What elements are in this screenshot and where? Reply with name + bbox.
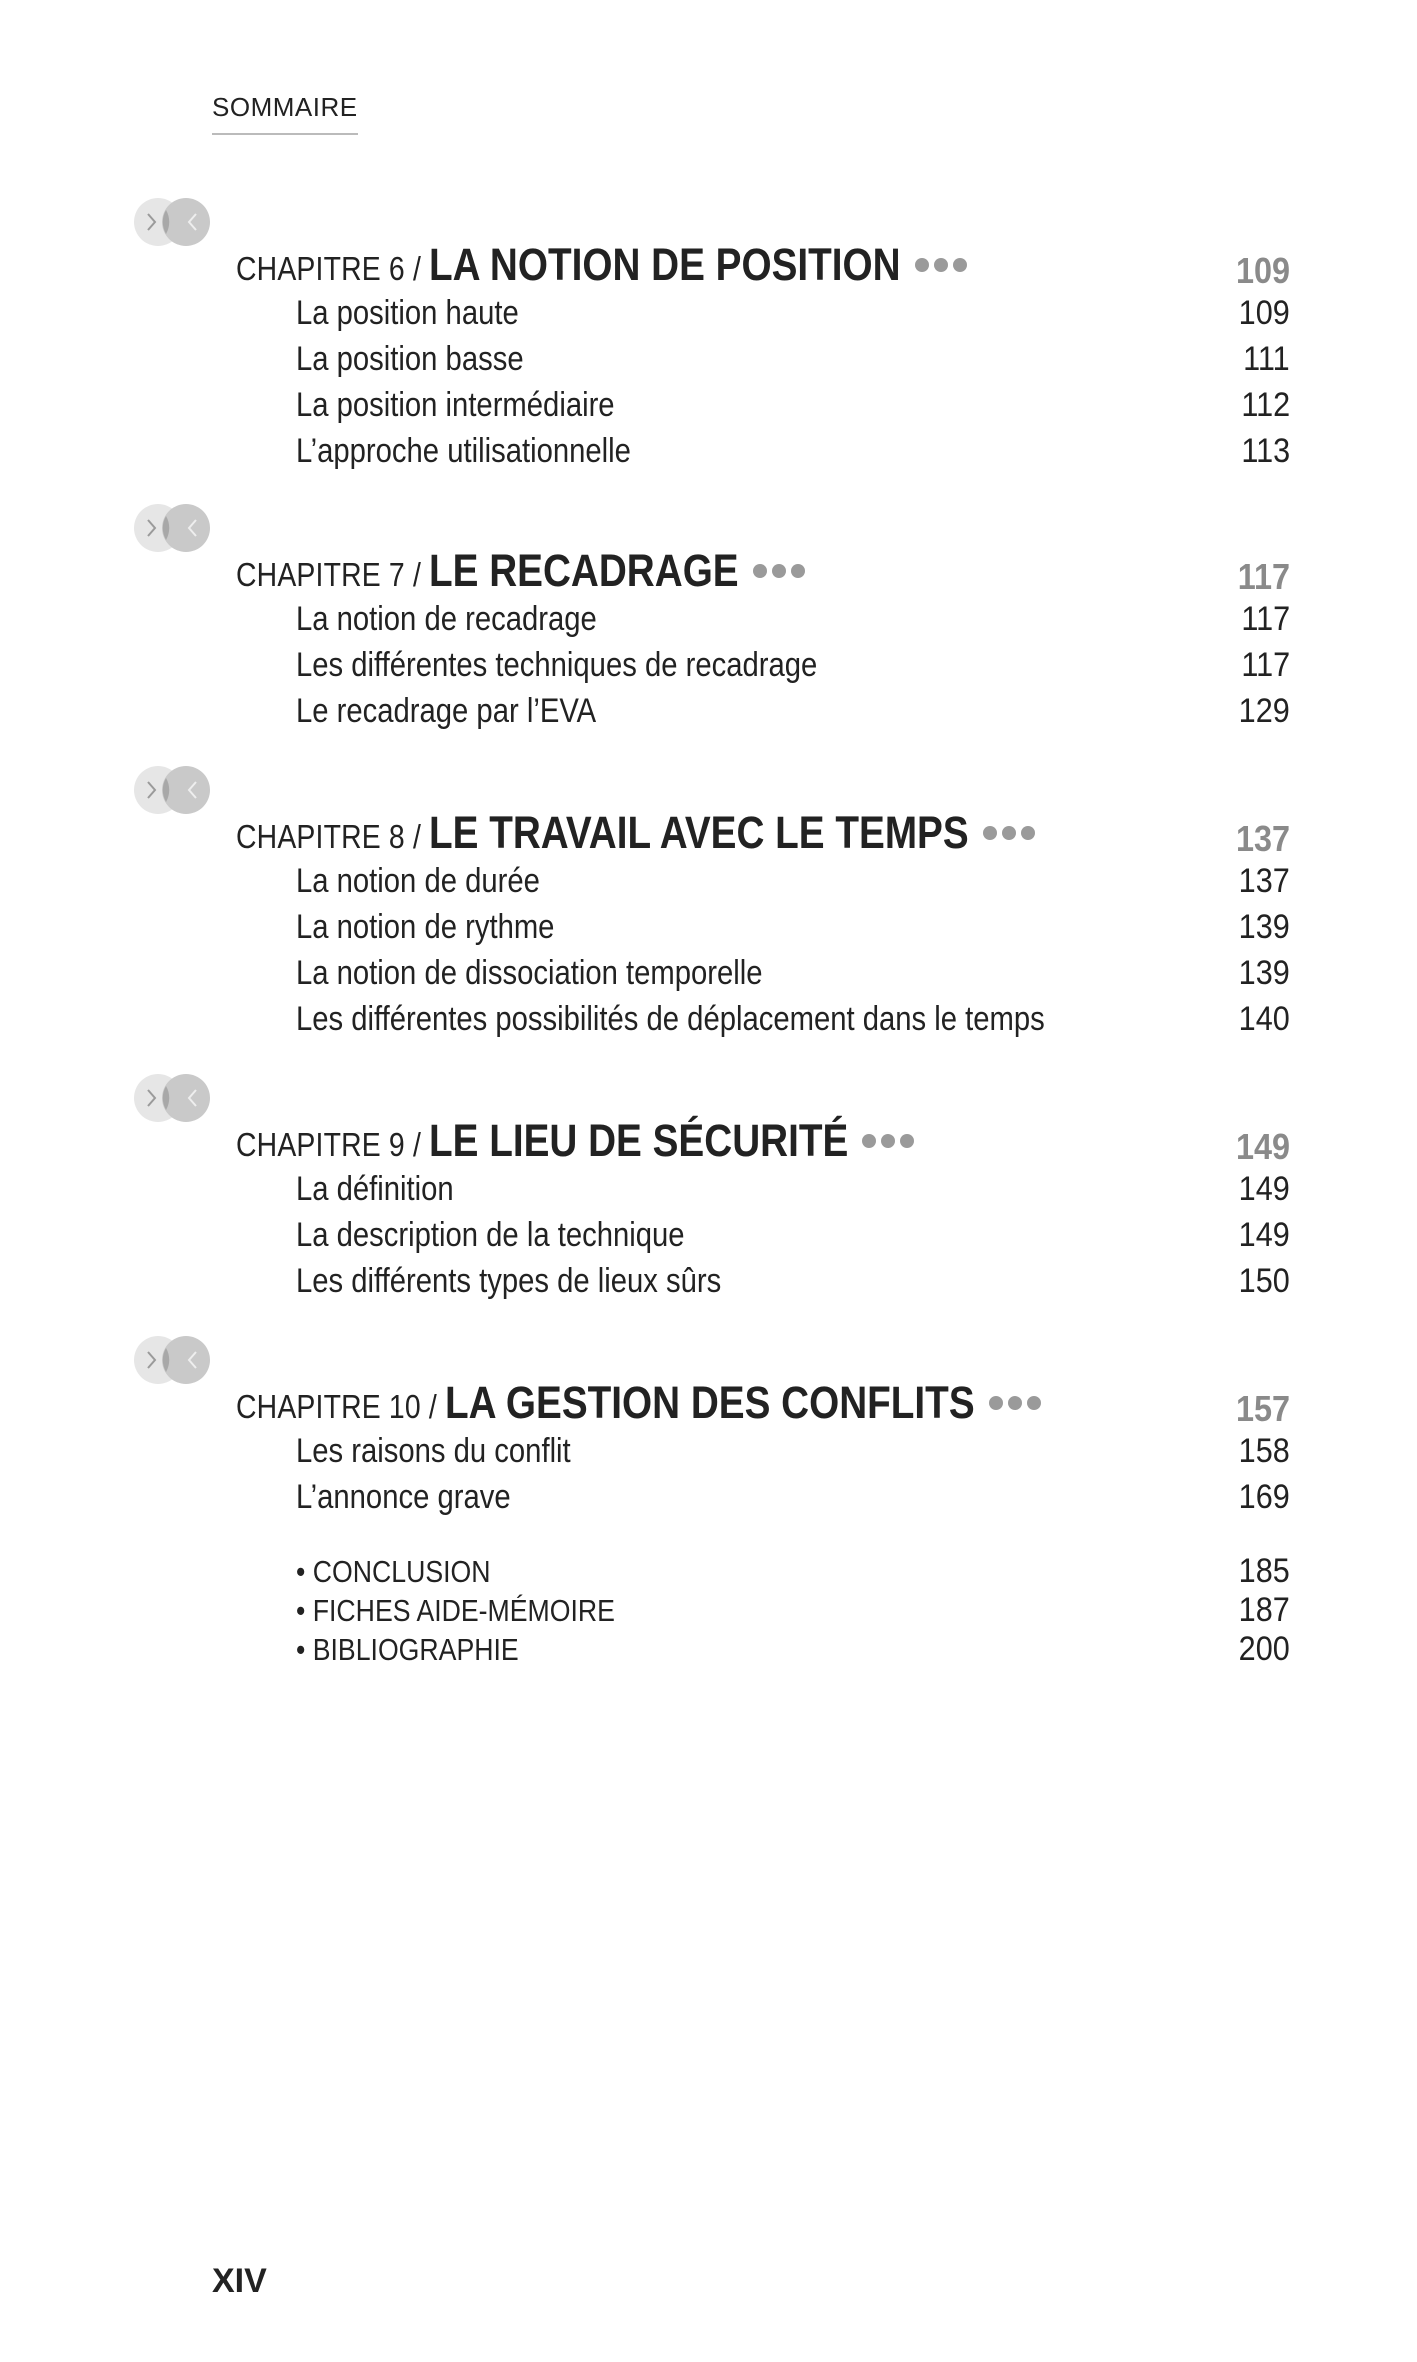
entry-title: La position intermédiaire <box>296 385 615 424</box>
entry-page: 139 <box>1238 907 1290 946</box>
chapter-prefix: CHAPITRE 8 / <box>236 818 422 855</box>
chapter-page-number: 109 <box>1235 250 1290 291</box>
entry-page: 112 <box>1241 385 1290 424</box>
entry-page: 185 <box>1238 1552 1290 1590</box>
entry-title: • FICHES AIDE-MÉMOIRE <box>296 1592 615 1628</box>
toc-entry <box>296 950 1290 996</box>
entry-title: • BIBLIOGRAPHIE <box>296 1631 519 1667</box>
toc-entry <box>296 596 1290 642</box>
ellipsis-dots-icon <box>753 564 805 578</box>
entry-page: 109 <box>1238 293 1290 332</box>
entry-page: 117 <box>1241 599 1290 638</box>
toc-entry <box>296 1212 1290 1258</box>
chapter-title: LE RECADRAGE <box>429 545 739 596</box>
chapter-prefix: CHAPITRE 10 / <box>236 1388 437 1425</box>
chapter-heading <box>236 1374 1290 1429</box>
entry-page: 137 <box>1238 861 1290 900</box>
entry-title: Le recadrage par l’EVA <box>296 691 597 730</box>
entry-title: La description de la technique <box>296 1215 685 1254</box>
chapter-entries <box>296 1166 1290 1304</box>
chapter-heading <box>236 804 1290 859</box>
ellipsis-dots-icon <box>983 826 1035 840</box>
chapter-marker-icon <box>130 1332 214 1388</box>
chapter-title: LA NOTION DE POSITION <box>429 239 901 290</box>
chapter-page-number: 149 <box>1235 1126 1290 1167</box>
entry-page: 113 <box>1241 431 1290 470</box>
toc-entry <box>296 428 1290 474</box>
entry-page: 117 <box>1241 645 1290 684</box>
entry-title: La notion de recadrage <box>296 599 597 638</box>
toc-entry <box>296 290 1290 336</box>
ellipsis-dots-icon <box>862 1134 914 1148</box>
entry-title: Les différentes possibilités de déplacement dans le temps <box>296 999 1045 1038</box>
ellipsis-dots-icon <box>915 258 967 272</box>
running-header: SOMMAIRE <box>212 92 358 135</box>
back-matter-list <box>296 1552 1290 1669</box>
entry-page: 149 <box>1238 1169 1290 1208</box>
entry-title: La position basse <box>296 339 524 378</box>
entry-title: La position haute <box>296 293 519 332</box>
chapter-heading <box>236 542 1290 597</box>
entry-page: 129 <box>1238 691 1290 730</box>
chapter-title: LA GESTION DES CONFLITS <box>444 1377 975 1428</box>
chapter-marker-icon <box>130 500 214 556</box>
entry-title: La notion de rythme <box>296 907 555 946</box>
chapter-entries <box>296 290 1290 474</box>
entry-page: 149 <box>1238 1215 1290 1254</box>
chapter-heading <box>236 1112 1290 1167</box>
toc-entry <box>296 336 1290 382</box>
entry-page: 200 <box>1238 1630 1290 1668</box>
entry-page: 140 <box>1238 999 1290 1038</box>
toc-entry <box>296 1474 1290 1520</box>
toc-entry <box>296 1428 1290 1474</box>
chapter-page-number: 137 <box>1235 818 1290 859</box>
back-matter-entry <box>296 1552 1290 1591</box>
chapter-title: LE TRAVAIL AVEC LE TEMPS <box>429 807 969 858</box>
toc-entry <box>296 858 1290 904</box>
ellipsis-dots-icon <box>989 1396 1041 1410</box>
chapter-title: LE LIEU DE SÉCURITÉ <box>429 1115 849 1166</box>
chapter-marker-icon <box>130 1070 214 1126</box>
chapter-entries <box>296 1428 1290 1520</box>
entry-title: Les raisons du conflit <box>296 1431 571 1470</box>
entry-page: 158 <box>1238 1431 1290 1470</box>
entry-title: La notion de durée <box>296 861 540 900</box>
entry-title: La notion de dissociation temporelle <box>296 953 763 992</box>
chapter-6 <box>130 236 1290 474</box>
entry-title: L’approche utilisationnelle <box>296 431 631 470</box>
page-folio: XIV <box>212 2262 267 2300</box>
entry-page: 150 <box>1238 1261 1290 1300</box>
entry-page: 187 <box>1238 1591 1290 1629</box>
entry-title: Les différentes techniques de recadrage <box>296 645 818 684</box>
toc-entry <box>296 382 1290 428</box>
entry-page: 169 <box>1238 1477 1290 1516</box>
chapter-marker-icon <box>130 762 214 818</box>
back-matter-entry <box>296 1591 1290 1630</box>
toc-entry <box>296 688 1290 734</box>
chapter-prefix: CHAPITRE 7 / <box>236 556 422 593</box>
entry-page: 139 <box>1238 953 1290 992</box>
entry-title: L’annonce grave <box>296 1477 511 1516</box>
entry-title: Les différents types de lieux sûrs <box>296 1261 722 1300</box>
back-matter-entry <box>296 1630 1290 1669</box>
chapter-prefix: CHAPITRE 6 / <box>236 250 422 287</box>
toc-entry <box>296 904 1290 950</box>
chapter-marker-icon <box>130 194 214 250</box>
toc-entry <box>296 1258 1290 1304</box>
chapter-heading <box>236 236 1290 291</box>
chapter-9 <box>130 1112 1290 1304</box>
chapter-entries <box>296 596 1290 734</box>
toc-entry <box>296 642 1290 688</box>
chapter-page-number: 117 <box>1237 556 1290 597</box>
chapter-10 <box>130 1374 1290 1520</box>
toc-entry <box>296 996 1290 1042</box>
chapter-prefix: CHAPITRE 9 / <box>236 1126 422 1163</box>
chapter-page-number: 157 <box>1235 1388 1290 1429</box>
chapter-7 <box>130 542 1290 734</box>
entry-page: 111 <box>1243 339 1290 378</box>
chapter-8 <box>130 804 1290 1042</box>
chapter-entries <box>296 858 1290 1042</box>
entry-title: • CONCLUSION <box>296 1553 491 1589</box>
entry-title: La définition <box>296 1169 454 1208</box>
toc-entry <box>296 1166 1290 1212</box>
